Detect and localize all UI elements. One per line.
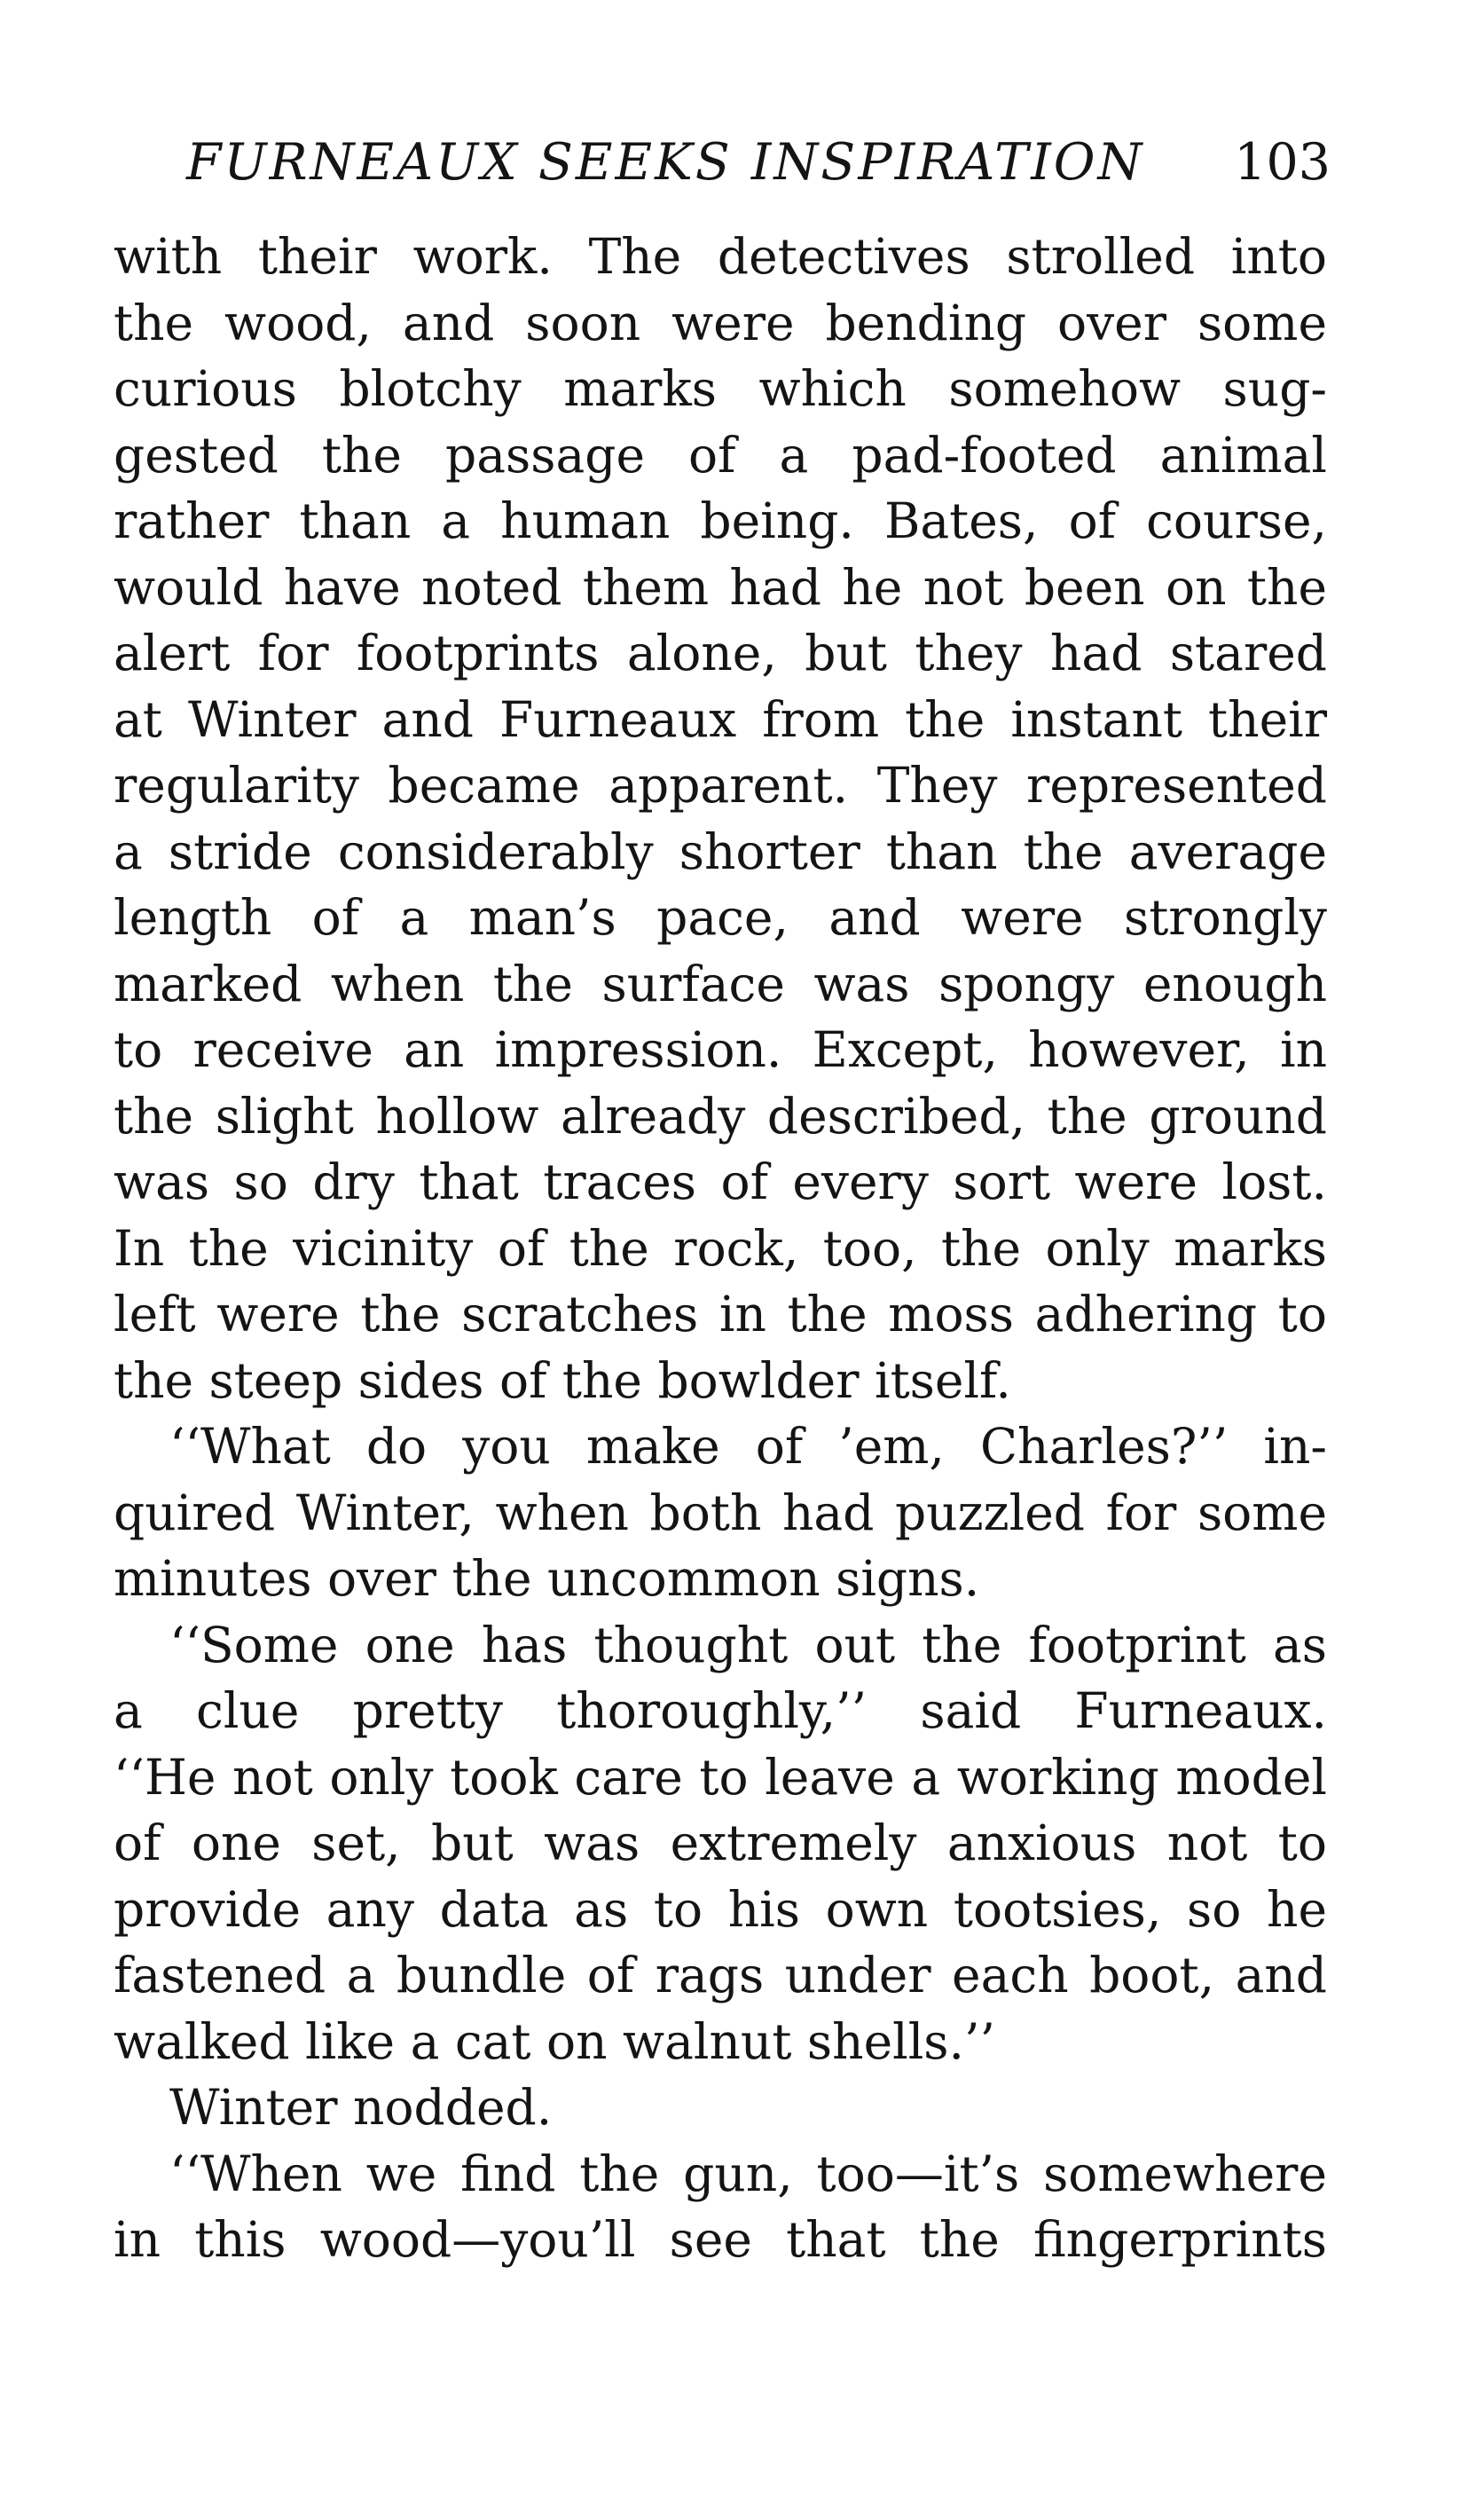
text-line: gested the passage of a pad-footed animal xyxy=(114,426,1327,484)
text-line: provide any data as to his own tootsies, so he xyxy=(114,1880,1327,1938)
text-line: curious blotchy marks which somehow sug- xyxy=(114,360,1327,417)
text-line: a stride considerably shorter than the average xyxy=(114,823,1327,880)
text-line: ‘‘He not only took care to leave a working model xyxy=(114,1748,1327,1806)
text-line: in this wood—you’ll see that the fingerprints xyxy=(114,2211,1327,2268)
page-number: 103 xyxy=(1234,133,1331,192)
text-line: the wood, and soon were bending over some xyxy=(114,294,1327,351)
paragraph-end-line: the steep sides of the bowlder itself. xyxy=(114,1351,1011,1409)
text-line: a clue pretty thoroughly,’’ said Furneaux. xyxy=(114,1682,1327,1739)
text-line: to receive an impression. Except, however, in xyxy=(114,1021,1327,1078)
text-line: was so dry that traces of every sort were lost. xyxy=(114,1153,1327,1210)
body-text xyxy=(114,224,1327,2273)
text-line: would have noted them had he not been on the xyxy=(114,558,1327,616)
text-line: In the vicinity of the rock, too, the only marks xyxy=(114,1219,1327,1277)
text-line: the slight hollow already described, the ground xyxy=(114,1087,1327,1145)
paragraph-start-line: ‘‘When we find the gun, too—it’s somewhere xyxy=(169,2145,1327,2202)
paragraph-start-line: Winter nodded. xyxy=(169,2079,553,2136)
text-line: rather than a human being. Bates, of course, xyxy=(114,492,1327,549)
paragraph-start-line: ‘‘What do you make of ’em, Charles?’’ in- xyxy=(169,1418,1327,1475)
text-line: length of a man’s pace, and were strongly xyxy=(114,889,1327,946)
text-line: with their work. The detectives strolled into xyxy=(114,228,1327,285)
text-line: quired Winter, when both had puzzled for some xyxy=(114,1484,1327,1541)
text-line: left were the scratches in the moss adhering to xyxy=(114,1286,1327,1342)
text-line: regularity became apparent. They represented xyxy=(114,757,1327,814)
text-line: of one set, but was extremely anxious not to xyxy=(114,1814,1327,1871)
text-line: at Winter and Furneaux from the instant their xyxy=(114,690,1327,748)
paragraph-end-line: minutes over the uncommon signs. xyxy=(114,1550,980,1607)
paragraph-end-line: walked like a cat on walnut shells.’’ xyxy=(114,2012,995,2070)
text-line: fastened a bundle of rags under each boot, and xyxy=(114,1947,1327,2003)
paragraph-start-line: ‘‘Some one has thought out the footprint as xyxy=(169,1616,1327,1673)
text-line: alert for footprints alone, but they had stared xyxy=(114,625,1327,681)
running-head xyxy=(186,127,1331,198)
text-line: marked when the surface was spongy enough xyxy=(114,955,1327,1012)
running-title: FURNEAUX SEEKS INSPIRATION xyxy=(186,133,1145,192)
